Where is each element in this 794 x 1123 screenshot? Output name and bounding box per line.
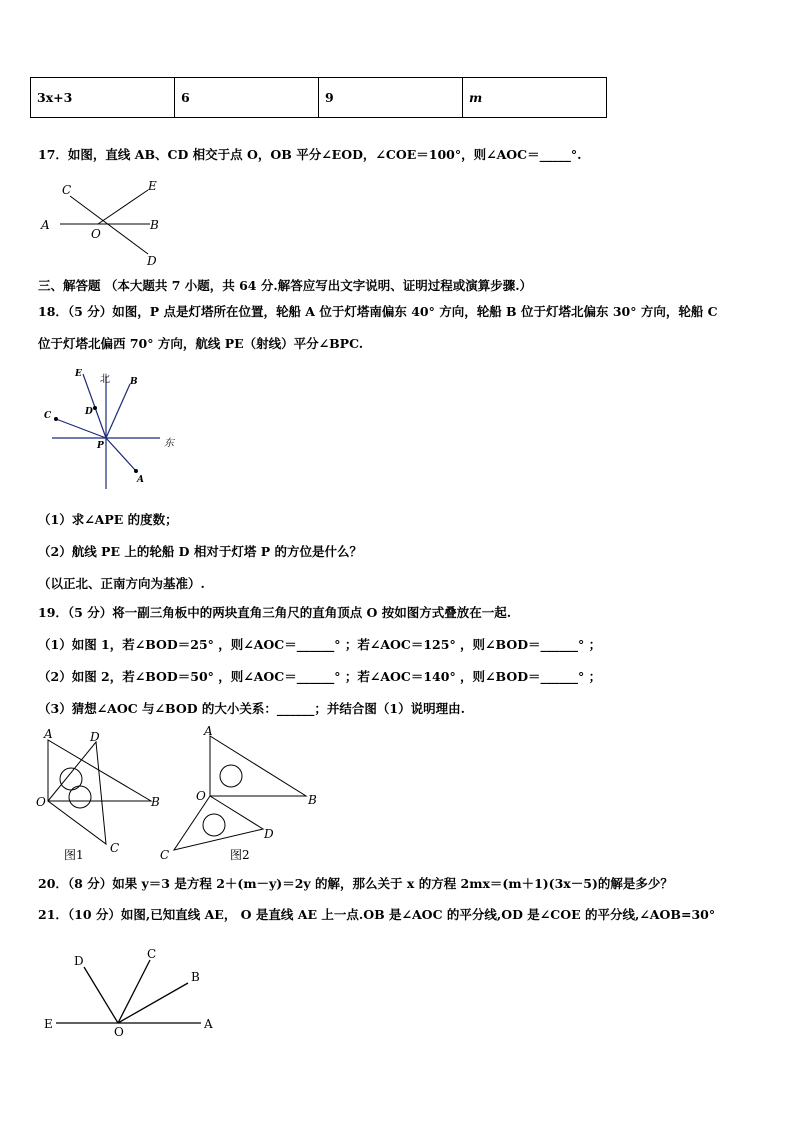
label-b: B	[191, 970, 200, 984]
label-c: C	[110, 841, 120, 855]
question-18-line2: 位于灯塔北偏西 70° 方向，航线 PE（射线）平分∠BPC.	[38, 336, 364, 351]
figure-caption: 图1	[64, 848, 84, 862]
question-21-text: 21．（10 分）如图,已知直线 AE， O 是直线 AE 上一点.OB 是∠AOC 的平分线,OD 是∠COE 的平分线,∠AOB=30°	[38, 907, 716, 922]
label-d: D	[147, 254, 157, 268]
question-18-note: （以正北、正南方向为基准）.	[38, 576, 205, 591]
label-o: O	[196, 789, 206, 803]
triangle-cod	[174, 796, 263, 850]
label-c: C	[147, 947, 157, 961]
label-o: O	[36, 795, 46, 809]
label-d: D	[85, 407, 93, 417]
label-o: O	[91, 227, 101, 241]
question-20-text: 20．（8 分）如果 y＝3 是方程 2＋(m－y)＝2y 的解，那么关于 x 的方程 2mx＝(m＋1)(3x－5)的解是多少？	[38, 876, 673, 891]
question-19-sub2: （2）如图 2，若∠BOD＝50° ，则∠AOC＝______° ；若∠AOC＝140° ，则∠BOD＝______° ；	[38, 669, 602, 684]
label-b: B	[308, 793, 317, 807]
question-19-line1: 19．（5 分）将一副三角板中的两块直角三角尺的直角顶点 O 按如图方式叠放在一起.	[38, 605, 512, 620]
label-c: C	[160, 848, 170, 862]
circle-hole	[220, 765, 242, 787]
table-cell: 3x+3	[31, 78, 175, 118]
table-cell: m	[463, 78, 607, 118]
section-3-heading: 三、解答题 （本大题共 7 小题，共 64 分.解答应写出文字说明、证明过程或演算步骤.）	[38, 278, 533, 293]
ray-oe	[98, 190, 148, 224]
label-c: C	[62, 183, 72, 197]
figure-caption: 图2	[230, 848, 250, 862]
ray-pc	[56, 419, 106, 438]
line-cd	[70, 196, 148, 254]
circle-hole	[203, 814, 225, 836]
question-18-sub2: （2）航线 PE 上的轮船 D 相对于灯塔 P 的方位是什么？	[38, 544, 362, 559]
ray-pa	[106, 438, 136, 471]
q21-figure	[38, 942, 228, 1042]
q17-figure	[38, 178, 168, 268]
label-e: E	[44, 1017, 53, 1031]
label-b: B	[150, 218, 159, 232]
table-cell: 9	[319, 78, 463, 118]
label-a: A	[44, 727, 53, 741]
q19-figure-2	[158, 724, 328, 866]
value-table	[30, 77, 607, 118]
label-a: A	[204, 1017, 213, 1031]
question-19-sub1: （1）如图 1，若∠BOD＝25° ，则∠AOC＝______° ；若∠AOC＝125° ，则∠BOD＝______° ；	[38, 637, 602, 652]
question-17-text: 17．如图，直线 AB、CD 相交于点 O，OB 平分∠EOD，∠COE＝100°，则∠AOC＝_____°.	[38, 147, 582, 162]
question-19-sub3: （3）猜想∠AOC 与∠BOD 的大小关系：______；并结合图（1）说明理由.	[38, 701, 465, 716]
ray-od	[84, 967, 118, 1023]
label-p: P	[97, 441, 104, 451]
label-a: A	[41, 218, 50, 232]
question-18-sub1: （1）求∠APE 的度数；	[38, 512, 178, 527]
label-east: 东	[164, 438, 174, 449]
circle-hole	[69, 786, 91, 808]
question-18-line1: 18．（5 分）如图，P 点是灯塔所在位置，轮船 A 位于灯塔南偏东 40° 方向，轮船 B 位于灯塔北偏东 30° 方向，轮船 C	[38, 304, 718, 319]
circle-hole	[60, 768, 82, 790]
label-c: C	[44, 411, 52, 421]
point-a	[134, 469, 138, 473]
triangle-aob	[210, 736, 306, 796]
point-c	[54, 417, 58, 421]
label-e: E	[148, 179, 157, 193]
label-d: D	[90, 730, 100, 744]
table-cell: 6	[175, 78, 319, 118]
point-d	[93, 406, 97, 410]
label-d: D	[264, 827, 274, 841]
label-o: O	[114, 1025, 124, 1039]
q19-figure-1	[34, 726, 174, 866]
label-a: A	[137, 475, 144, 485]
label-b: B	[151, 795, 160, 809]
table-row	[31, 78, 607, 118]
ray-pb	[106, 384, 130, 438]
label-north: 北	[100, 374, 110, 385]
q18-figure	[38, 364, 188, 489]
label-e: E	[75, 369, 82, 379]
label-a: A	[204, 724, 213, 738]
label-b: B	[130, 377, 138, 387]
label-d: D	[74, 954, 84, 968]
